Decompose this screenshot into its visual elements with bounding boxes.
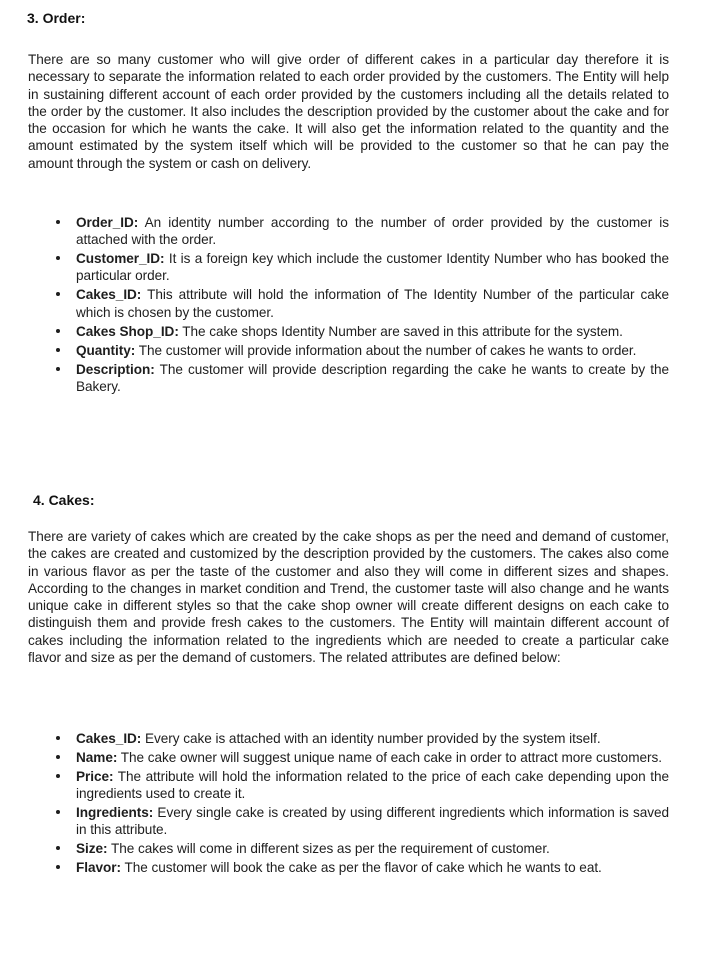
attribute-description: The cakes will come in different sizes as per the requirement of customer. (107, 841, 550, 857)
bullet-icon (56, 348, 60, 352)
list-item (52, 361, 669, 395)
attribute-name: Quantity: (76, 342, 136, 358)
section-heading-cakes: 4. Cakes: (33, 492, 95, 508)
list-item (52, 286, 669, 320)
bullet-icon (56, 755, 60, 759)
bullet-icon (56, 256, 60, 260)
attribute-description: The cake owner will suggest unique name of each cake in order to attract more customers. (117, 750, 662, 765)
bullet-icon (56, 846, 60, 850)
attribute-name: Size: (76, 841, 108, 857)
attribute-description: The attribute will hold the information related to the price of each cake depending upon the ingredients used to create it. (76, 769, 669, 802)
list-item (52, 840, 669, 857)
list-item (52, 859, 669, 876)
list-item (52, 342, 669, 359)
bullet-icon (56, 810, 60, 814)
list-item (52, 768, 669, 802)
section-heading-order: 3. Order: (27, 10, 86, 26)
bullet-icon (56, 865, 60, 869)
list-item (52, 250, 669, 284)
attribute-name: Ingredients: (76, 805, 154, 821)
attribute-description: The customer will book the cake as per the flavor of cake which he wants to eat. (120, 860, 602, 876)
section-paragraph-order: There are so many customer who will give order of different cakes in a particular day therefore it is necessary to separate the information related to each order provided by the customers. The Entity will help in sustaining different account of each order provided by the customers including all the details related to the order by the customer. It also includes the description provided by the customer about the cake and for the occasion for which he wants the cake. It will also get the information related to the quantity and the amount estimated by the system itself which will be provided to the customer so that he can pay the amount through the system or cash on delivery. (28, 52, 669, 171)
attribute-name: Cakes_ID: (76, 287, 142, 303)
list-item (52, 730, 669, 747)
attribute-name: Name: (76, 750, 118, 765)
bullet-icon (56, 292, 60, 296)
attribute-name: Flavor: (76, 860, 121, 876)
cakes-attribute-list (52, 730, 669, 878)
list-item (52, 323, 669, 340)
attribute-description: This attribute will hold the information of The Identity Number of the particular cake which is chosen by the customer. (76, 287, 669, 320)
bullet-icon (56, 329, 60, 333)
bullet-icon (56, 367, 60, 371)
attribute-description: Every cake is attached with an identity number provided by the system itself. (141, 731, 601, 746)
attribute-name: Description: (76, 361, 155, 377)
attribute-name: Cakes Shop_ID: (76, 323, 179, 339)
list-item (52, 804, 669, 838)
attribute-name: Customer_ID: (76, 251, 165, 267)
attribute-name: Price: (76, 769, 114, 784)
attribute-description: Every single cake is created by using different ingredients which information is saved in this attribute. (76, 805, 669, 838)
attribute-name: Order_ID: (76, 215, 139, 230)
attribute-description: An identity number according to the number of order provided by the customer is attached with the order. (76, 215, 669, 248)
attribute-description: It is a foreign key which include the customer Identity Number who has booked the particular order. (76, 251, 669, 284)
bullet-icon (56, 220, 60, 224)
order-attribute-list (52, 214, 669, 397)
attribute-description: The customer will provide information about the number of cakes he wants to order. (135, 342, 637, 358)
list-item (52, 749, 669, 766)
list-item (52, 214, 669, 248)
bullet-icon (56, 736, 60, 740)
attribute-description: The customer will provide description regarding the cake he wants to create by the Bakery. (76, 361, 669, 394)
bullet-icon (56, 774, 60, 778)
attribute-name: Cakes_ID: (76, 731, 142, 746)
attribute-description: The cake shops Identity Number are saved in this attribute for the system. (178, 323, 623, 339)
section-paragraph-cakes: There are variety of cakes which are created by the cake shops as per the need and demand of customer, the cakes are created and customized by the description provided by the customers. The cakes also come in various flavor as per the taste of the customer and also they will come in different sizes and shapes. According to the changes in market condition and Trend, the customer taste will also change and he wants unique cake in different styles so that the cake shop owner will create different designs on each cake to distinguish them and provide fresh cakes to the customers. The Entity will maintain different account of cakes including the information related to the ingredients which are needed to create a particular cake flavor and size as per the demand of customers. The related attributes are defined below: (28, 529, 669, 666)
